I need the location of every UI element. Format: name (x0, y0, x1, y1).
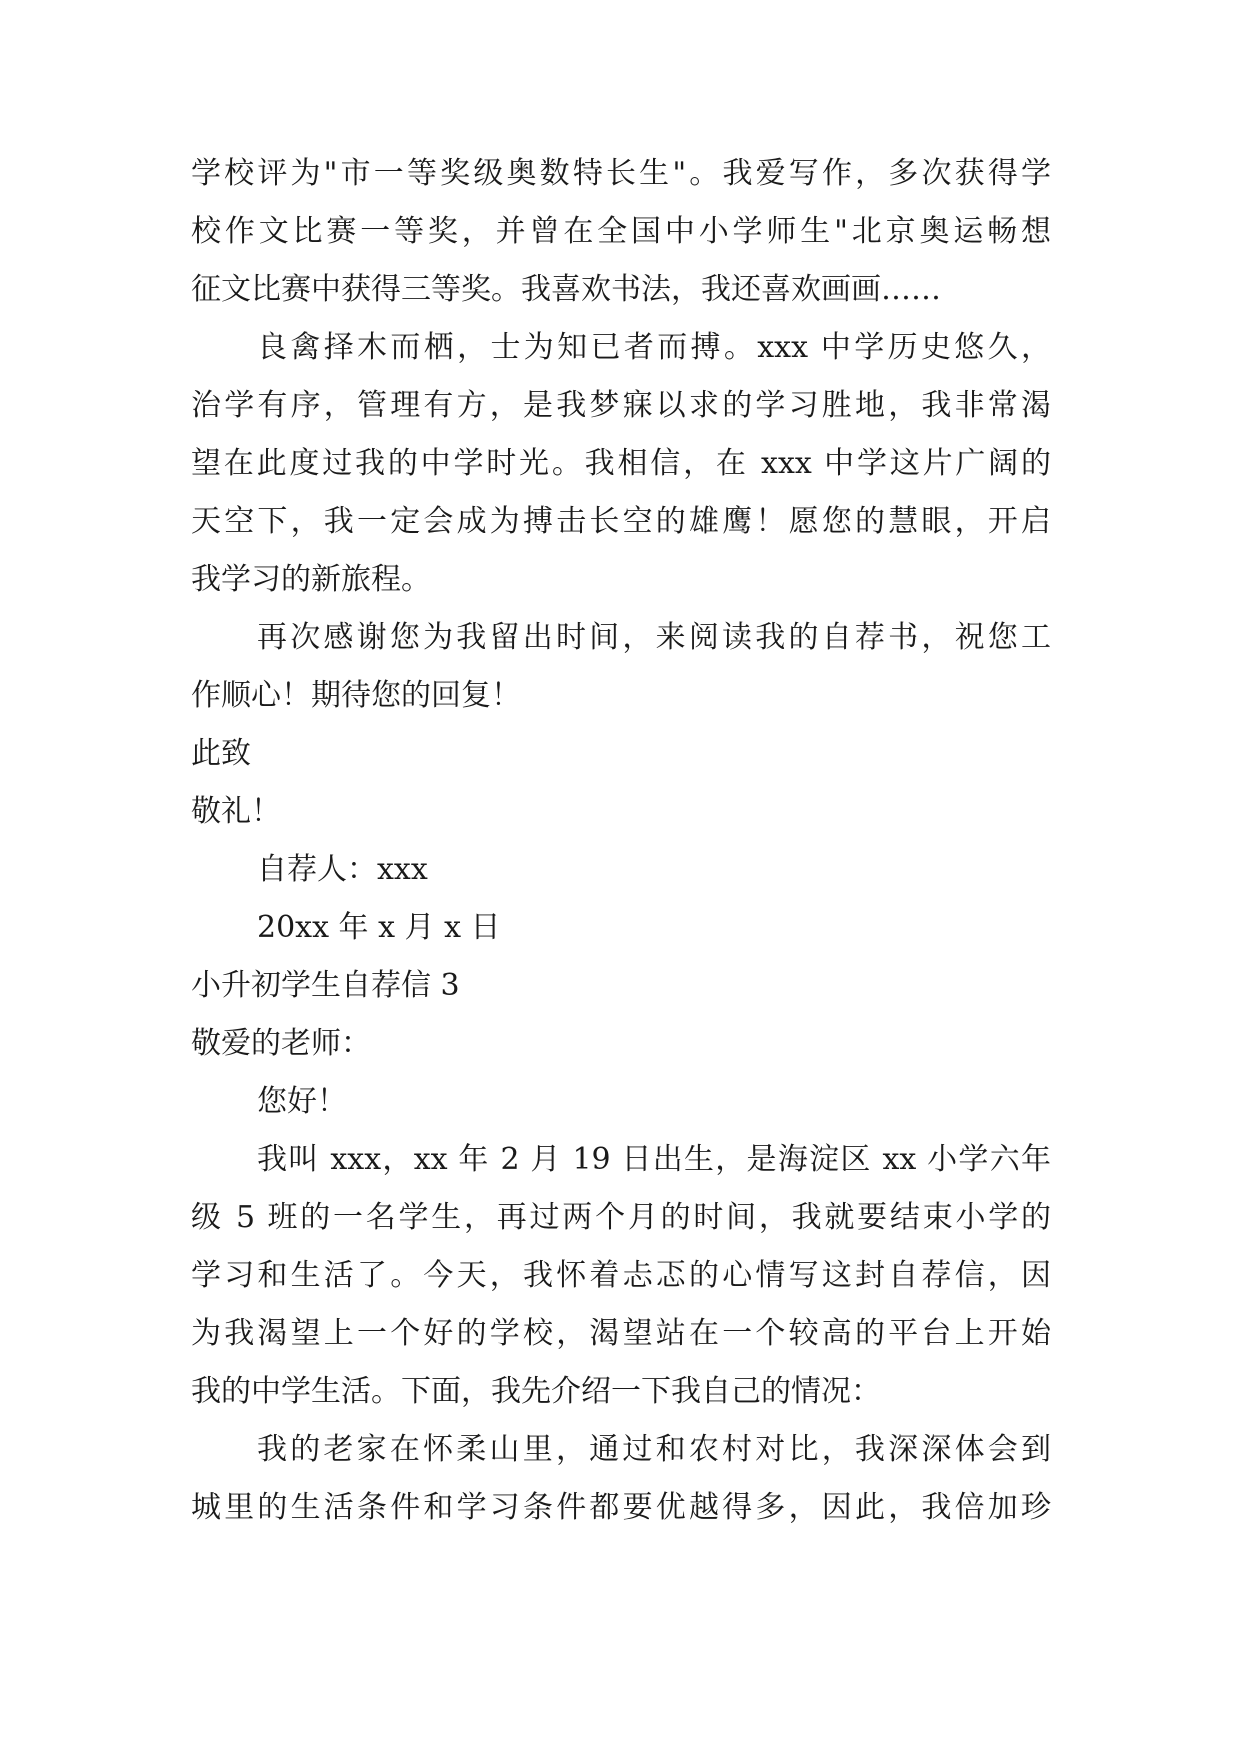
text-line: 级 5 班的一名学生，再过两个月的时间，我就要结束小学的 (191, 1200, 1051, 1235)
closing-regards: 敬礼！ (191, 794, 281, 829)
paragraph-first-line: 我叫 xxx，xx 年 2 月 19 日出生，是海淀区 xx 小学六年 (257, 1142, 1051, 1177)
paragraph-first-line: 我的老家在怀柔山里，通过和农村对比，我深深体会到 (257, 1432, 1051, 1467)
date-line: 20xx 年 x 月 x 日 (257, 910, 501, 945)
text-line: 征文比赛中获得三等奖。我喜欢书法，我还喜欢画画…… (191, 272, 941, 307)
text-line: 学习和生活了。今天，我怀着忐忑的心情写这封自荐信，因 (191, 1258, 1051, 1293)
text-line: 天空下，我一定会成为搏击长空的雄鹰！愿您的慧眼，开启 (191, 504, 1051, 539)
text-line: 望在此度过我的中学时光。我相信，在 xxx 中学这片广阔的 (191, 446, 1051, 481)
paragraph-first-line: 良禽择木而栖，士为知已者而搏。xxx 中学历史悠久， (257, 330, 1051, 365)
text-line: 作顺心！期待您的回复！ (191, 678, 521, 713)
signature-line: 自荐人：xxx (257, 852, 428, 887)
text-line: 治学有序，管理有方，是我梦寐以求的学习胜地，我非常渴 (191, 388, 1051, 423)
greeting-line: 敬爱的老师： (191, 1026, 371, 1061)
text-line: 我学习的新旅程。 (191, 562, 431, 597)
greeting-hello: 您好！ (257, 1084, 347, 1119)
text-line: 城里的生活条件和学习条件都要优越得多，因此，我倍加珍 (191, 1490, 1051, 1525)
text-line: 校作文比赛一等奖，并曾在全国中小学师生"北京奥运畅想 (191, 214, 1051, 249)
text-line: 我的中学生活。下面，我先介绍一下我自己的情况： (191, 1374, 881, 1409)
text-line: 学校评为"市一等奖级奥数特长生"。我爱写作，多次获得学 (191, 156, 1051, 191)
paragraph-first-line: 再次感谢您为我留出时间，来阅读我的自荐书，祝您工 (257, 620, 1051, 655)
text-line: 为我渴望上一个好的学校，渴望站在一个较高的平台上开始 (191, 1316, 1051, 1351)
closing-salutation: 此致 (191, 736, 251, 771)
section-heading: 小升初学生自荐信 3 (191, 968, 460, 1003)
